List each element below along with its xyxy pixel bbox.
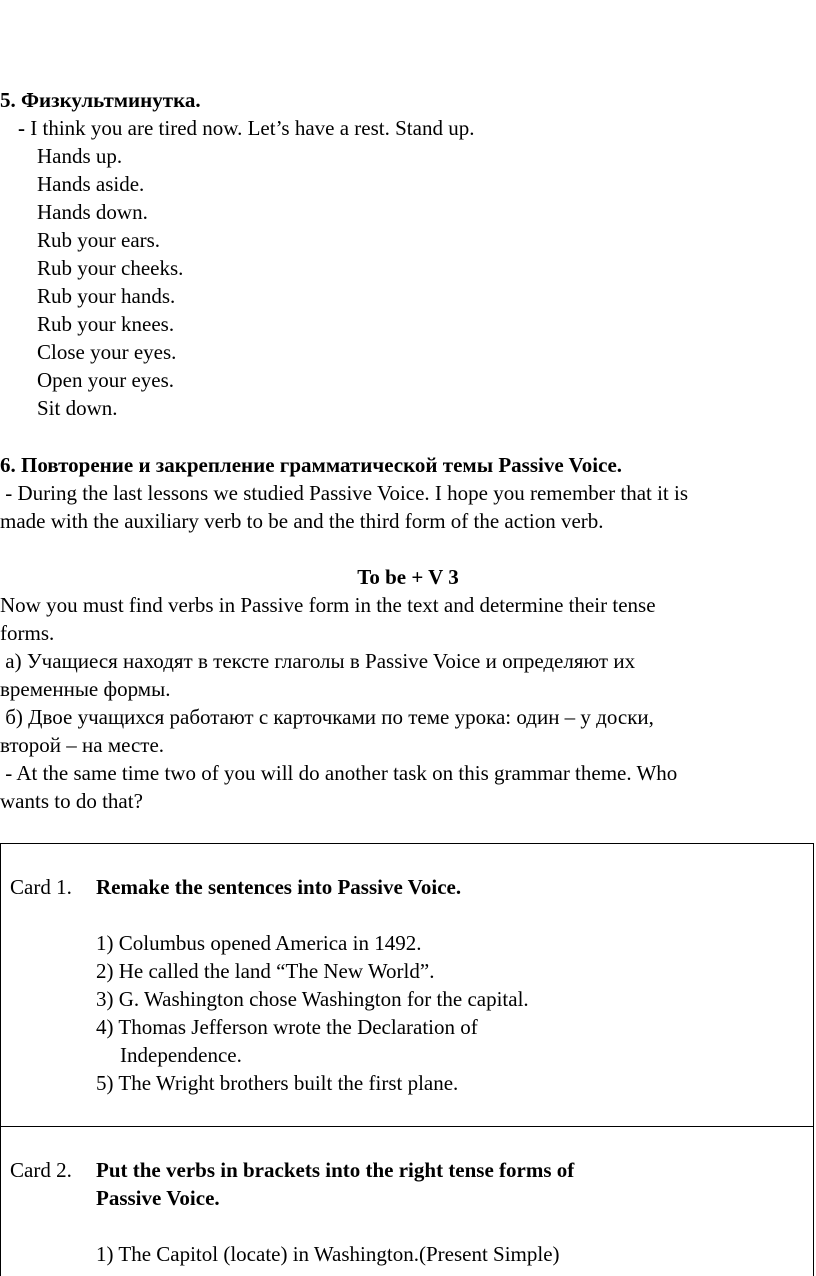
- section5-intro-text: I think you are tired now. Let’s have a rest. Stand up.: [30, 116, 475, 140]
- card-2-title: Put the verbs in brackets into the right tense forms of: [96, 1158, 575, 1182]
- paragraph-line: - At the same time two of you will do another task on this grammar theme. Who: [0, 761, 678, 785]
- card-2: [0, 1126, 814, 1276]
- card-item-continuation: Independence.: [120, 1043, 242, 1067]
- command-line: Rub your cheeks.: [37, 256, 184, 280]
- command-line: Rub your hands.: [37, 284, 176, 308]
- command-line: Sit down.: [37, 396, 118, 420]
- command-line: Hands up.: [37, 144, 123, 168]
- dash-marker: -: [18, 116, 25, 140]
- paragraph-line: wants to do that?: [0, 789, 143, 813]
- command-line: Hands aside.: [37, 172, 145, 196]
- command-line: Hands down.: [37, 200, 148, 224]
- card-item: 1) The Capitol (locate) in Washington.(Present Simple): [96, 1242, 560, 1266]
- formula: To be + V 3: [357, 565, 459, 589]
- card-item: 4) Thomas Jefferson wrote the Declaration of: [96, 1015, 478, 1039]
- paragraph-line: made with the auxiliary verb to be and the third form of the action verb.: [0, 509, 604, 533]
- card-1-title: Remake the sentences into Passive Voice.: [96, 875, 462, 899]
- cards-table: [0, 843, 815, 1269]
- step-a-line: временные формы.: [0, 677, 171, 701]
- command-line: Open your eyes.: [37, 368, 175, 392]
- paragraph-line: Now you must find verbs in Passive form in the text and determine their tense: [0, 593, 656, 617]
- section6-heading: 6. Повторение и закрепление грамматической темы Passive Voice.: [0, 453, 623, 477]
- command-line: Close your eyes.: [37, 340, 177, 364]
- step-b-line: б) Двое учащихся работают с карточками по теме урока: один – у доски,: [0, 705, 654, 729]
- section5-heading: 5. Физкультминутка.: [0, 88, 201, 112]
- card-item: 5) The Wright brothers built the first plane.: [96, 1071, 459, 1095]
- card-1-label: Card 1.: [10, 875, 72, 899]
- card-item: 1) Columbus opened America in 1492.: [96, 931, 422, 955]
- card-2-title: Passive Voice.: [96, 1186, 220, 1210]
- command-line: Rub your ears.: [37, 228, 161, 252]
- card-2-label: Card 2.: [10, 1158, 72, 1182]
- card-1: [0, 843, 814, 1127]
- step-a-line: а) Учащиеся находят в тексте глаголы в Passive Voice и определяют их: [0, 649, 636, 673]
- step-b-line: второй – на месте.: [0, 733, 165, 757]
- paragraph-line: forms.: [0, 621, 55, 645]
- section5-intro: [18, 114, 474, 142]
- card-item: 3) G. Washington chose Washington for the capital.: [96, 987, 529, 1011]
- card-item: 2) He called the land “The New World”.: [96, 959, 435, 983]
- command-line: Rub your knees.: [37, 312, 175, 336]
- paragraph-line: - During the last lessons we studied Passive Voice. I hope you remember that it is: [0, 481, 689, 505]
